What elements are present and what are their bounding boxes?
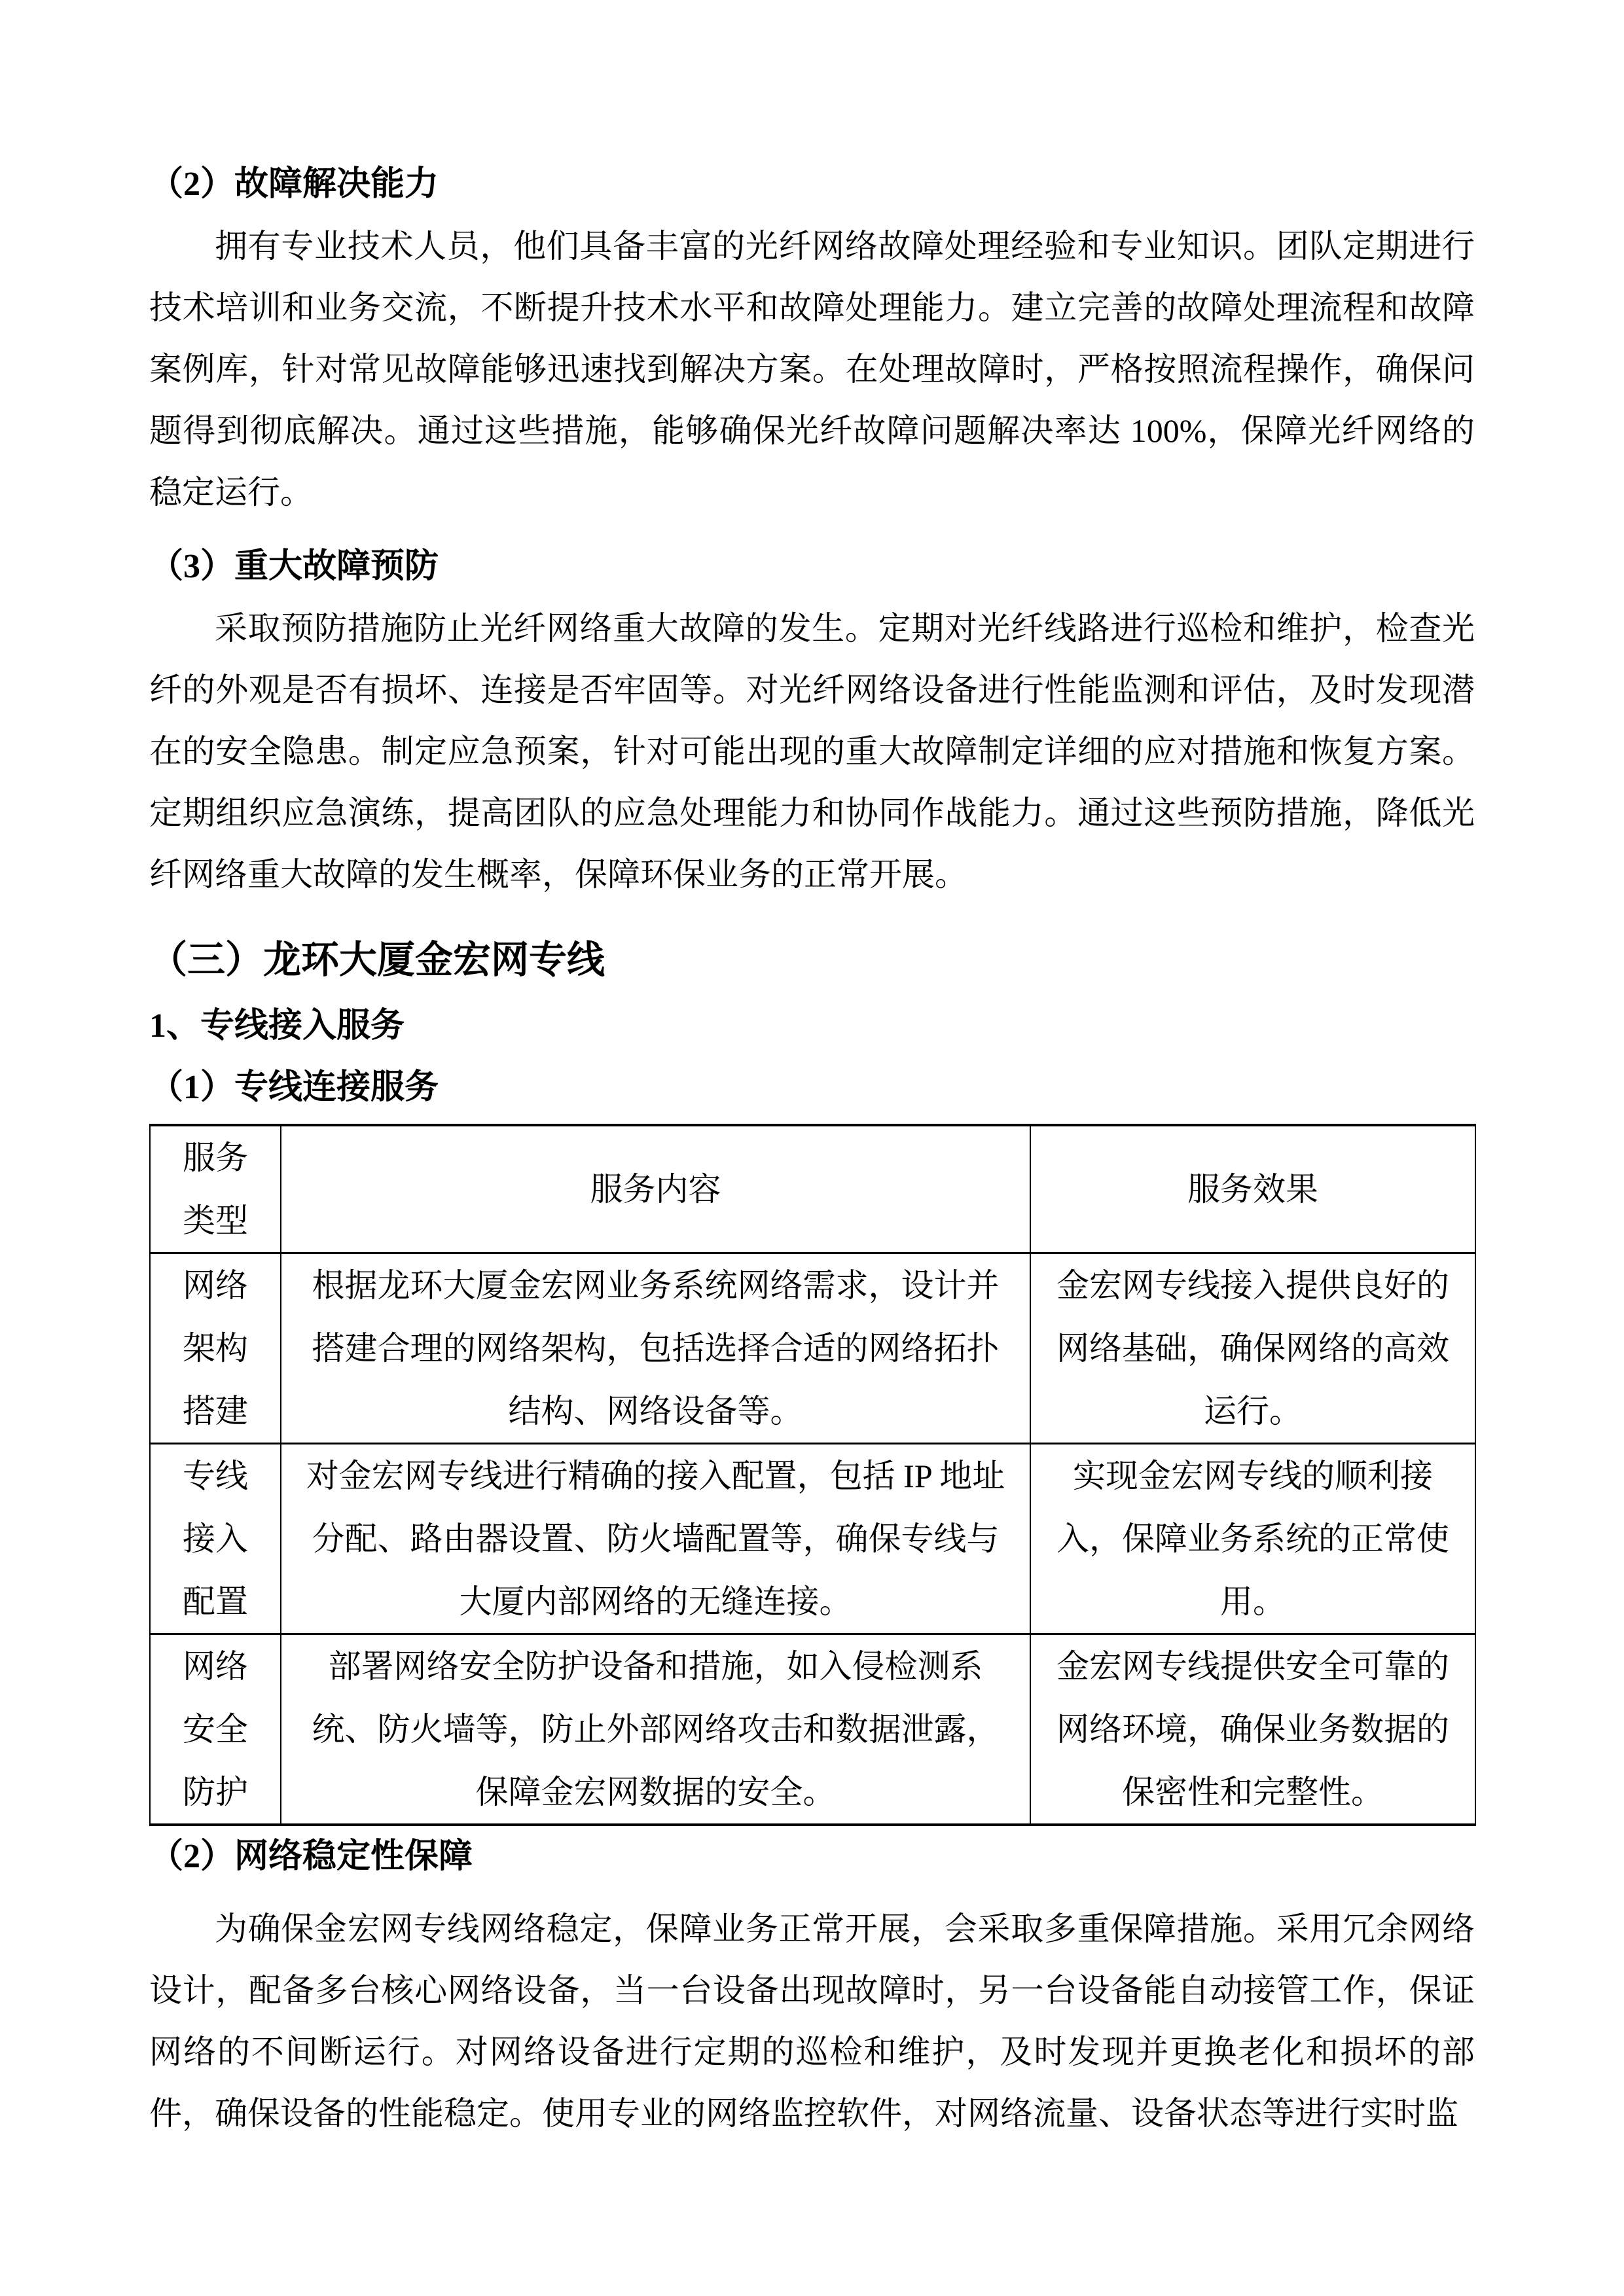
column-header-service-type: 服务类型	[150, 1125, 281, 1253]
table-header-row	[150, 1125, 1475, 1253]
table-row	[150, 1444, 1475, 1634]
cell-row2-service-content: 对金宏网专线进行精确的接入配置，包括 IP 地址分配、路由器设置、防火墙配置等，确保专线与大厦内部网络的无缝连接。	[281, 1444, 1030, 1634]
paragraph-fault-resolution: 拥有专业技术人员，他们具备丰富的光纤网络故障处理经验和专业知识。团队定期进行技术培训和业务交流，不断提升技术水平和故障处理能力。建立完善的故障处理流程和故障案例库，针对常见故障能够迅速找到解决方案。在处理故障时，严格按照流程操作，确保问题得到彻底解决。通过这些措施，能够确保光纤故障问题解决率达 100%，保障光纤网络的稳定运行。	[149, 228, 1475, 511]
column-header-service-effect: 服务效果	[1030, 1125, 1475, 1253]
cell-row1-service-type: 网络架构搭建	[150, 1253, 281, 1444]
heading-dedicated-access: 1、专线接入服务	[149, 1007, 405, 1045]
cell-row2-service-effect: 实现金宏网专线的顺利接入，保障业务系统的正常使用。	[1030, 1444, 1475, 1634]
heading-network-stability: （2）网络稳定性保障	[149, 1838, 473, 1875]
cell-row1-service-effect: 金宏网专线接入提供良好的网络基础，确保网络的高效运行。	[1030, 1253, 1475, 1444]
column-header-service-content: 服务内容	[281, 1125, 1030, 1253]
paragraph-major-fault-prevention: 采取预防措施防止光纤网络重大故障的发生。定期对光纤线路进行巡检和维护，检查光纤的外观是否有损坏、连接是否牢固等。对光纤网络设备进行性能监测和评估，及时发现潜在的安全隐患。制定应急预案，针对可能出现的重大故障制定详细的应对措施和恢复方案。定期组织应急演练，提高团队的应急处理能力和协同作战能力。通过这些预防措施，降低光纤网络重大故障的发生概率，保障环保业务的正常开展。	[149, 610, 1475, 893]
table-row	[150, 1253, 1475, 1444]
paragraph-network-stability: 为确保金宏网专线网络稳定，保障业务正常开展，会采取多重保障措施。采用冗余网络设计，配备多台核心网络设备，当一台设备出现故障时，另一台设备能自动接管工作，保证网络的不间断运行。对网络设备进行定期的巡检和维护，及时发现并更换老化和损坏的部件，确保设备的性能稳定。使用专业的网络监控软件，对网络流量、设备状态等进行实时监	[149, 1910, 1475, 2132]
cell-row1-service-content: 根据龙环大厦金宏网业务系统网络需求，设计并搭建合理的网络架构，包括选择合适的网络拓扑结构、网络设备等。	[281, 1253, 1030, 1444]
table-row	[150, 1634, 1475, 1825]
heading-section-three: （三）龙环大厦金宏网专线	[149, 939, 605, 981]
heading-line-connection: （1）专线连接服务	[149, 1069, 439, 1106]
cell-row3-service-type: 网络安全防护	[150, 1634, 281, 1825]
heading-major-fault-prevention: （3）重大故障预防	[149, 548, 439, 585]
heading-fault-resolution: （2）故障解决能力	[149, 166, 439, 203]
service-table	[149, 1124, 1476, 1826]
cell-row3-service-effect: 金宏网专线提供安全可靠的网络环境，确保业务数据的保密性和完整性。	[1030, 1634, 1475, 1825]
cell-row2-service-type: 专线接入配置	[150, 1444, 281, 1634]
cell-row3-service-content: 部署网络安全防护设备和措施，如入侵检测系统、防火墙等，防止外部网络攻击和数据泄露，保障金宏网数据的安全。	[281, 1634, 1030, 1825]
